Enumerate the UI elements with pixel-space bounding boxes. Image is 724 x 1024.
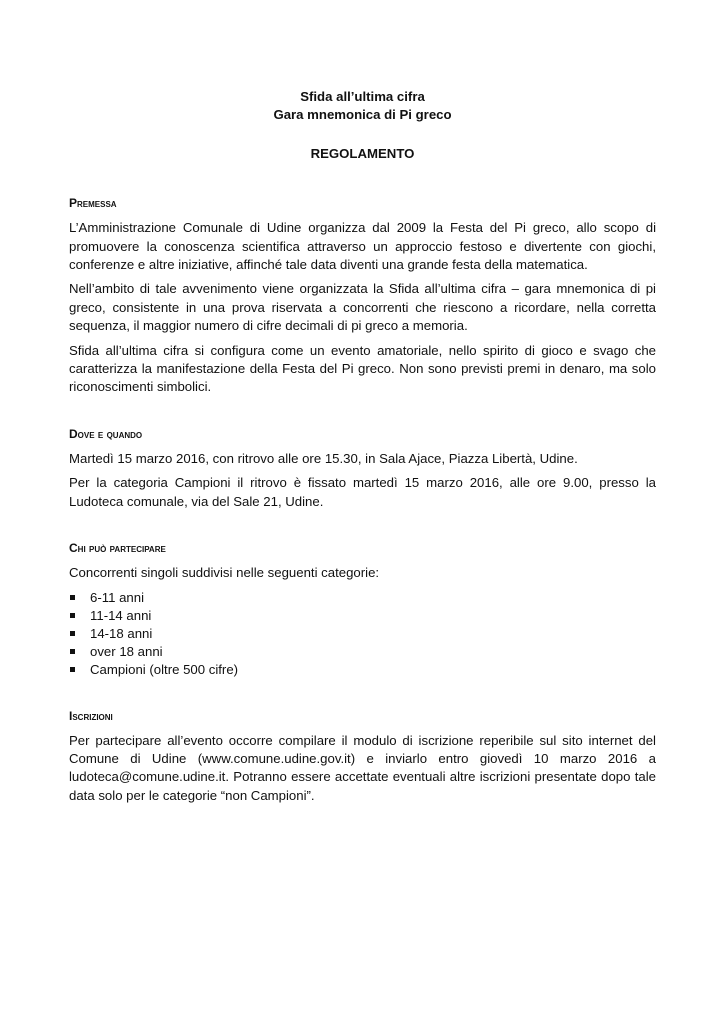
- section-heading: Dove e quando: [69, 426, 143, 441]
- document-title: Sfida all’ultima cifra: [300, 89, 425, 104]
- section-heading: Chi può partecipare: [69, 541, 166, 556]
- list-item: [69, 625, 656, 643]
- paragraph: L’Amministrazione Comunale di Udine organizza dal 2009 la Festa del Pi greco, allo scopo di promuovere la conoscenza scientifica attraverso un approccio festoso e divertente con giochi, conferenze e altre iniziative, affinché tale data diventi una grande festa della matematica.: [69, 220, 656, 273]
- document-title-block: [69, 88, 656, 163]
- paragraph: Per partecipare all’evento occorre compilare il modulo di iscrizione reperibile sul sito internet del Comune di Udine (www.comune.udine.gov.it) e inviarlo entro giovedì 10 marzo 2016 a ludoteca@comune.udine.it. Potranno essere accettate eventuali altre iscrizioni presentate dopo tale data solo per le categorie “non Campioni”.: [69, 732, 656, 803]
- list-item: [69, 661, 656, 679]
- paragraph: Concorrenti singoli suddivisi nelle seguenti categorie:: [69, 565, 380, 581]
- bullet-square-icon: [70, 649, 75, 654]
- bullet-square-icon: [70, 595, 75, 600]
- bullet-square-icon: [70, 667, 75, 672]
- list-item-label: Campioni (oltre 500 cifre): [90, 661, 239, 677]
- section-heading: Premessa: [69, 196, 117, 211]
- list-item-label: 14-18 anni: [90, 625, 153, 641]
- section-premessa: [69, 195, 656, 397]
- document-page: [69, 88, 656, 811]
- section-dove-e-quando: [69, 426, 656, 511]
- document-heading-regolamento: REGOLAMENTO: [310, 145, 415, 161]
- list-item-label: 6-11 anni: [90, 589, 145, 605]
- list-item-label: 11-14 anni: [90, 607, 152, 623]
- list-item: [69, 643, 656, 661]
- list-item: [69, 607, 656, 625]
- paragraph: Per la categoria Campioni il ritrovo è fissato martedì 15 marzo 2016, alle ore 9.00, presso la Ludoteca comunale, via del Sale 21, Udine.: [69, 475, 656, 509]
- paragraph: Nell’ambito di tale avvenimento viene organizzata la Sfida all’ultima cifra – gara mnemonica di pi greco, consistente in una prova riservata a concorrenti che riescono a ricordare, nella corretta sequenza, il maggior numero di cifre decimali di pi greco a memoria.: [69, 281, 656, 334]
- paragraph: Martedì 15 marzo 2016, con ritrovo alle ore 15.30, in Sala Ajace, Piazza Libertà, Udine.: [69, 450, 578, 466]
- list-item: [69, 589, 656, 607]
- section-iscrizioni: [69, 708, 656, 806]
- list-item-label: over 18 anni: [90, 643, 163, 659]
- paragraph: Sfida all’ultima cifra si configura come un evento amatoriale, nello spirito di gioco e svago che caratterizza la manifestazione della Festa del Pi greco. Non sono previsti premi in denaro, ma solo riconoscimenti simbolici.: [69, 342, 656, 395]
- categories-list: [69, 589, 656, 679]
- document-subtitle: Gara mnemonica di Pi greco: [273, 107, 452, 123]
- bullet-square-icon: [70, 631, 75, 636]
- section-heading: Iscrizioni: [69, 708, 113, 723]
- bullet-square-icon: [70, 613, 75, 618]
- section-chi-puo-partecipare: [69, 540, 656, 678]
